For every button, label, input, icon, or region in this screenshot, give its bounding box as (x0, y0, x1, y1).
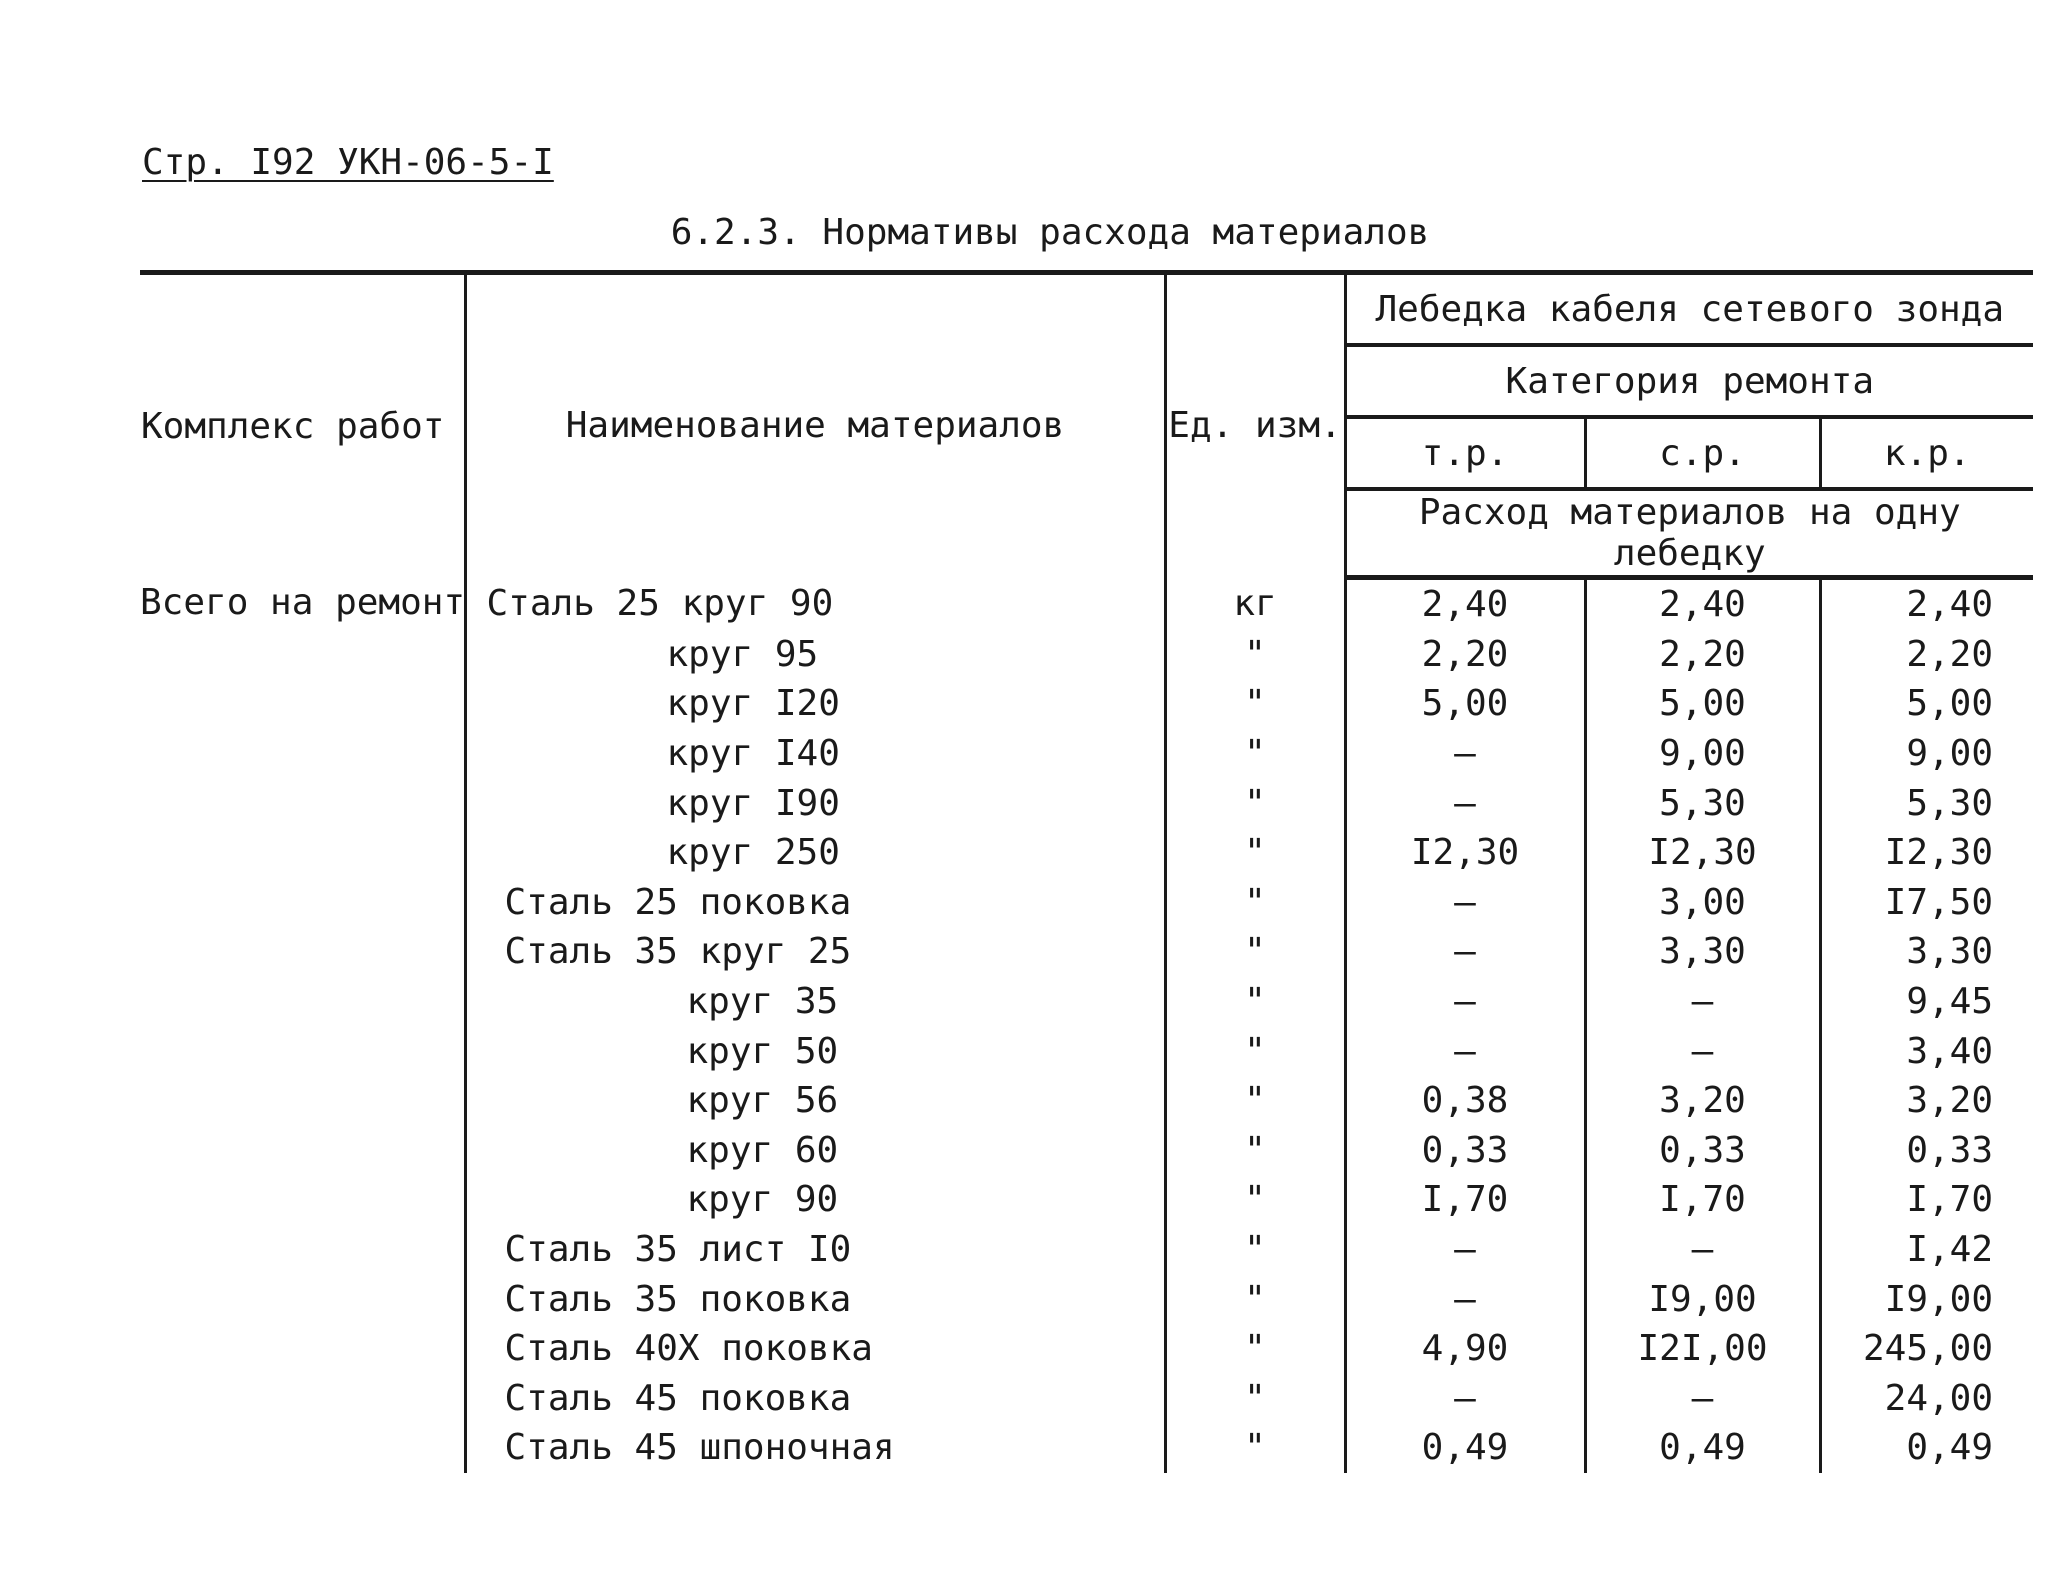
value-kr: I2,30 (1820, 828, 2033, 878)
header-material-name: Наименование материалов (465, 273, 1165, 578)
value-sr: I2I,00 (1585, 1324, 1820, 1374)
value-tr: – (1345, 1274, 1585, 1324)
material-name: круг 56 (465, 1076, 1165, 1126)
value-sr: 2,40 (1585, 578, 1820, 630)
material-name: круг 250 (465, 828, 1165, 878)
value-tr: I2,30 (1345, 828, 1585, 878)
unit-cell: " (1165, 630, 1345, 680)
value-kr: 2,40 (1820, 578, 2033, 630)
value-tr: 0,49 (1345, 1423, 1585, 1473)
unit-cell: " (1165, 878, 1345, 928)
header-consumption-note: Расход материалов на одну лебедку (1345, 489, 2033, 578)
unit-cell: " (1165, 1324, 1345, 1374)
unit-cell: " (1165, 828, 1345, 878)
material-name: круг 60 (465, 1126, 1165, 1176)
value-kr: 0,49 (1820, 1423, 2033, 1473)
material-name: круг I90 (465, 778, 1165, 828)
value-tr: – (1345, 1225, 1585, 1275)
material-name: круг 95 (465, 630, 1165, 680)
material-name: круг I20 (465, 679, 1165, 729)
value-tr: – (1345, 977, 1585, 1027)
value-sr: 0,49 (1585, 1423, 1820, 1473)
unit-cell: " (1165, 1225, 1345, 1275)
value-sr: I9,00 (1585, 1274, 1820, 1324)
value-sr: – (1585, 977, 1820, 1027)
value-kr: 9,45 (1820, 977, 2033, 1027)
unit-cell: " (1165, 1076, 1345, 1126)
value-sr: 5,00 (1585, 679, 1820, 729)
header-winch-group: Лебедка кабеля сетевого зонда (1345, 273, 2033, 346)
works-cell: Всего на ремонт (140, 581, 466, 623)
table-header (140, 273, 2033, 578)
value-kr: I7,50 (1820, 878, 2033, 928)
value-tr: 0,33 (1345, 1126, 1585, 1176)
value-tr: – (1345, 778, 1585, 828)
unit-cell: " (1165, 778, 1345, 828)
material-name: круг 90 (465, 1175, 1165, 1225)
unit-cell: " (1165, 1274, 1345, 1324)
header-unit: Ед. изм. (1165, 273, 1345, 578)
value-kr: 245,00 (1820, 1324, 2033, 1374)
value-sr: 3,30 (1585, 927, 1820, 977)
value-kr: I,70 (1820, 1175, 2033, 1225)
value-kr: I9,00 (1820, 1274, 2033, 1324)
value-kr: 24,00 (1820, 1374, 2033, 1424)
header-repair-category: Категория ремонта (1345, 345, 2033, 417)
value-kr: 3,20 (1820, 1076, 2033, 1126)
value-sr: – (1585, 1026, 1820, 1076)
unit-cell: кг (1165, 578, 1345, 630)
unit-cell: " (1165, 1175, 1345, 1225)
value-tr: – (1345, 927, 1585, 977)
value-tr: I,70 (1345, 1175, 1585, 1225)
materials-norms-table (140, 270, 2033, 1473)
value-kr: 2,20 (1820, 630, 2033, 680)
material-name: Сталь 25 круг 90 (465, 578, 1165, 630)
value-sr: – (1585, 1374, 1820, 1424)
value-tr: – (1345, 729, 1585, 779)
unit-cell: " (1165, 679, 1345, 729)
material-name: Сталь 25 поковка (465, 878, 1165, 928)
value-sr: 0,33 (1585, 1126, 1820, 1176)
value-kr: 0,33 (1820, 1126, 2033, 1176)
value-sr: 3,00 (1585, 878, 1820, 928)
material-name: Сталь 40Х поковка (465, 1324, 1165, 1374)
value-kr: 5,00 (1820, 679, 2033, 729)
section-title: 6.2.3. Нормативы расхода материалов (670, 212, 1430, 253)
value-tr: – (1345, 878, 1585, 928)
value-tr: 4,90 (1345, 1324, 1585, 1374)
value-tr: 5,00 (1345, 679, 1585, 729)
value-sr: I,70 (1585, 1175, 1820, 1225)
unit-cell: " (1165, 729, 1345, 779)
material-name: Сталь 45 шпоночная (465, 1423, 1165, 1473)
value-tr: – (1345, 1374, 1585, 1424)
value-sr: 9,00 (1585, 729, 1820, 779)
header-current-repair: т.р. (1345, 417, 1585, 489)
material-name: Сталь 45 поковка (465, 1374, 1165, 1424)
header-medium-repair: с.р. (1585, 417, 1820, 489)
value-kr: 9,00 (1820, 729, 2033, 779)
value-tr: 2,20 (1345, 630, 1585, 680)
page-reference: Стр. I92 УКН-06-5-I (142, 142, 554, 183)
unit-cell: " (1165, 1126, 1345, 1176)
table-body (140, 578, 2033, 1473)
unit-cell: " (1165, 1423, 1345, 1473)
value-sr: – (1585, 1225, 1820, 1275)
unit-cell: " (1165, 1026, 1345, 1076)
unit-cell: " (1165, 927, 1345, 977)
value-kr: 3,40 (1820, 1026, 2033, 1076)
material-name: круг 35 (465, 977, 1165, 1027)
table-row (140, 578, 2033, 630)
material-name: круг 50 (465, 1026, 1165, 1076)
value-tr: 0,38 (1345, 1076, 1585, 1126)
value-tr: – (1345, 1026, 1585, 1076)
value-sr: 2,20 (1585, 630, 1820, 680)
value-sr: 3,20 (1585, 1076, 1820, 1126)
material-name: Сталь 35 круг 25 (465, 927, 1165, 977)
value-kr: 3,30 (1820, 927, 2033, 977)
header-capital-repair: к.р. (1820, 417, 2033, 489)
unit-cell: " (1165, 1374, 1345, 1424)
value-sr: 5,30 (1585, 778, 1820, 828)
value-kr: I,42 (1820, 1225, 2033, 1275)
value-sr: I2,30 (1585, 828, 1820, 878)
value-kr: 5,30 (1820, 778, 2033, 828)
value-tr: 2,40 (1345, 578, 1585, 630)
material-name: круг I40 (465, 729, 1165, 779)
unit-cell: " (1165, 977, 1345, 1027)
header-works: Комплекс работ (141, 405, 445, 447)
material-name: Сталь 35 поковка (465, 1274, 1165, 1324)
material-name: Сталь 35 лист I0 (465, 1225, 1165, 1275)
